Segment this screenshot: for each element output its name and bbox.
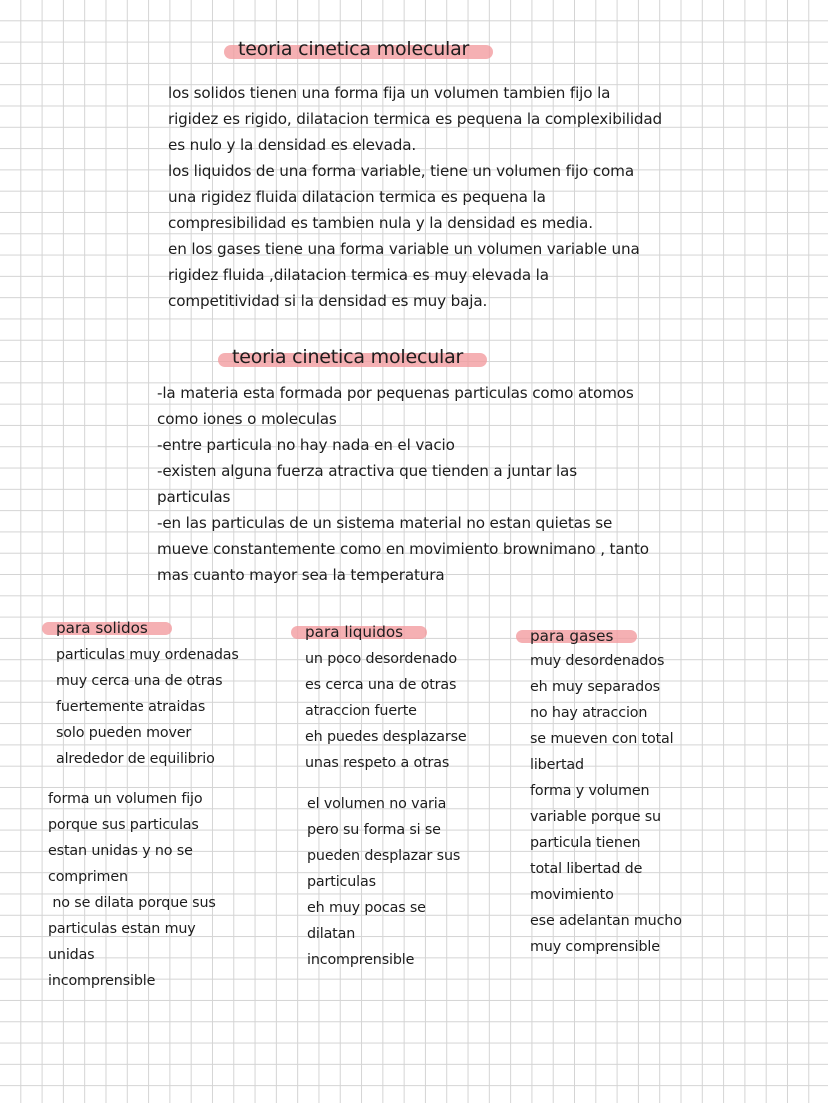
section1-title: teoria cinetica molecular [228,36,479,62]
text-line: muy desordenados [530,653,665,669]
text-line: eh puedes desplazarse [305,729,467,745]
text-line: particulas [307,874,376,890]
text-line: los solidos tienen una forma fija un volumen tambien fijo la [168,84,611,102]
text-line: una rigidez fluida dilatacion termica es pequena la [168,188,546,206]
text-line: incomprensible [307,952,415,968]
text-line: particula tienen [530,835,641,851]
text-line: es nulo y la densidad es elevada. [168,136,417,154]
text-line: no hay atraccion [530,705,648,721]
section2-paragraph [157,380,649,588]
text-line: -existen alguna fuerza atractiva que tienden a juntar las [157,462,577,480]
text-line: eh muy pocas se [307,900,426,916]
text-line: -entre particula no hay nada en el vacio [157,436,455,454]
text-line: en los gases tiene una forma variable un volumen variable una [168,240,640,258]
gases-block [530,648,682,960]
liquidos-title: para liquidos [295,621,413,643]
text-line: compresibilidad es tambien nula y la densidad es media. [168,214,593,232]
text-line: rigidez fluida ,dilatacion termica es muy elevada la [168,266,549,284]
text-line: porque sus particulas [48,817,199,833]
liquidos-block1 [305,646,467,776]
text-line: fuertemente atraidas [56,699,206,715]
text-line: forma un volumen fijo [48,791,203,807]
text-line: ese adelantan mucho [530,913,682,929]
text-line: particulas muy ordenadas [56,647,239,663]
text-line: mas cuanto mayor sea la temperatura [157,566,445,584]
text-line: se mueven con total [530,731,674,747]
section1-paragraph [168,80,662,314]
text-line: variable porque su [530,809,661,825]
text-line: eh muy separados [530,679,660,695]
text-line: rigidez es rigido, dilatacion termica es pequena la complexibilidad [168,110,663,128]
text-line: particulas [157,488,231,506]
text-line: libertad [530,757,584,773]
liquidos-block2 [307,791,460,973]
text-line: pueden desplazar sus [307,848,461,864]
solidos-title: para solidos [46,617,158,639]
text-line: los liquidos de una forma variable, tiene un volumen fijo coma [168,162,634,180]
text-line: atraccion fuerte [305,703,417,719]
section2-title: teoria cinetica molecular [222,344,473,370]
text-line: particulas estan muy [48,921,196,937]
text-line: el volumen no varia [307,796,447,812]
text-line: un poco desordenado [305,651,458,667]
text-line: es cerca una de otras [305,677,457,693]
solidos-block2 [48,786,216,994]
text-line: muy cerca una de otras [56,673,223,689]
text-line: como iones o moleculas [157,410,337,428]
text-line: movimiento [530,887,614,903]
text-line: no se dilata porque sus [48,895,216,911]
text-line: alrededor de equilibrio [56,751,215,767]
text-line: competitividad si la densidad es muy baja. [168,292,488,310]
text-line: unidas [48,947,95,963]
text-line: forma y volumen [530,783,650,799]
text-line: unas respeto a otras [305,755,450,771]
text-line: mueve constantemente como en movimiento brownimano , tanto [157,540,649,558]
solidos-block1 [56,642,239,772]
text-line: -la materia esta formada por pequenas particulas como atomos [157,384,634,402]
text-line: pero su forma si se [307,822,441,838]
text-line: incomprensible [48,973,156,989]
text-line: estan unidas y no se [48,843,193,859]
text-line: solo pueden mover [56,725,192,741]
text-line: dilatan [307,926,356,942]
text-line: muy comprensible [530,939,660,955]
text-line: comprimen [48,869,128,885]
text-line: total libertad de [530,861,643,877]
text-line: -en las particulas de un sistema material no estan quietas se [157,514,613,532]
gases-title: para gases [520,625,623,647]
